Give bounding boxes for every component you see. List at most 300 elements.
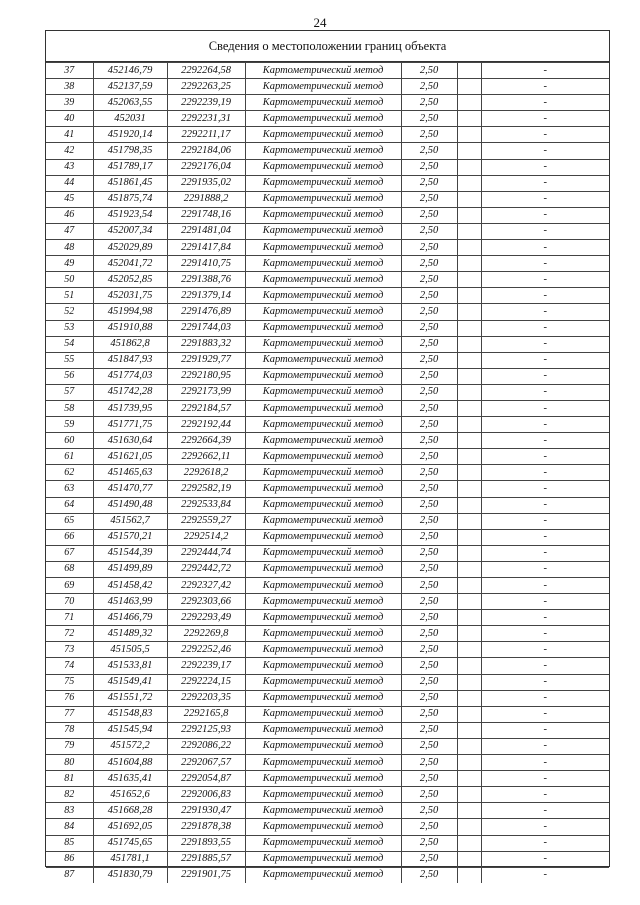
empty-cell xyxy=(457,755,481,771)
method-cell: Картометрический метод xyxy=(245,240,401,256)
y-coordinate-cell: 2291744,03 xyxy=(167,320,245,336)
point-number-cell: 51 xyxy=(46,288,93,304)
point-number-cell: 53 xyxy=(46,320,93,336)
point-number-cell: 52 xyxy=(46,304,93,320)
accuracy-cell: 2,50 xyxy=(401,256,457,272)
table-row xyxy=(46,658,609,674)
y-coordinate-cell: 2292303,66 xyxy=(167,594,245,610)
x-coordinate-cell: 451533,81 xyxy=(93,658,167,674)
x-coordinate-cell: 451621,05 xyxy=(93,449,167,465)
point-number-cell: 38 xyxy=(46,79,93,95)
table-row xyxy=(46,272,609,288)
x-coordinate-cell: 451862,8 xyxy=(93,336,167,352)
method-cell: Картометрический метод xyxy=(245,175,401,191)
table-row xyxy=(46,706,609,722)
point-number-cell: 65 xyxy=(46,513,93,529)
y-coordinate-cell: 2291885,57 xyxy=(167,851,245,867)
point-number-cell: 74 xyxy=(46,658,93,674)
description-cell: - xyxy=(481,819,609,835)
y-coordinate-cell: 2292252,46 xyxy=(167,642,245,658)
description-cell: - xyxy=(481,288,609,304)
empty-cell xyxy=(457,143,481,159)
method-cell: Картометрический метод xyxy=(245,706,401,722)
empty-cell xyxy=(457,529,481,545)
accuracy-cell: 2,50 xyxy=(401,578,457,594)
method-cell: Картометрический метод xyxy=(245,368,401,384)
empty-cell xyxy=(457,384,481,400)
method-cell: Картометрический метод xyxy=(245,642,401,658)
description-cell: - xyxy=(481,787,609,803)
table-row xyxy=(46,787,609,803)
empty-cell xyxy=(457,835,481,851)
empty-cell xyxy=(457,63,481,79)
table-row xyxy=(46,545,609,561)
x-coordinate-cell: 451652,6 xyxy=(93,787,167,803)
table-row xyxy=(46,513,609,529)
table-row xyxy=(46,256,609,272)
accuracy-cell: 2,50 xyxy=(401,320,457,336)
method-cell: Картометрический метод xyxy=(245,787,401,803)
accuracy-cell: 2,50 xyxy=(401,79,457,95)
y-coordinate-cell: 2292239,19 xyxy=(167,95,245,111)
empty-cell xyxy=(457,690,481,706)
empty-cell xyxy=(457,207,481,223)
empty-cell xyxy=(457,561,481,577)
x-coordinate-cell: 451798,35 xyxy=(93,143,167,159)
method-cell: Картометрический метод xyxy=(245,851,401,867)
x-coordinate-cell: 452029,89 xyxy=(93,240,167,256)
accuracy-cell: 2,50 xyxy=(401,722,457,738)
point-number-cell: 77 xyxy=(46,706,93,722)
method-cell: Картометрический метод xyxy=(245,722,401,738)
accuracy-cell: 2,50 xyxy=(401,738,457,754)
accuracy-cell: 2,50 xyxy=(401,561,457,577)
y-coordinate-cell: 2292514,2 xyxy=(167,529,245,545)
method-cell: Картометрический метод xyxy=(245,674,401,690)
method-cell: Картометрический метод xyxy=(245,465,401,481)
coordinates-table xyxy=(46,62,609,883)
description-cell: - xyxy=(481,465,609,481)
y-coordinate-cell: 2292269,8 xyxy=(167,626,245,642)
accuracy-cell: 2,50 xyxy=(401,352,457,368)
x-coordinate-cell: 451774,03 xyxy=(93,368,167,384)
method-cell: Картометрический метод xyxy=(245,336,401,352)
point-number-cell: 37 xyxy=(46,63,93,79)
y-coordinate-cell: 2292263,25 xyxy=(167,79,245,95)
y-coordinate-cell: 2291930,47 xyxy=(167,803,245,819)
empty-cell xyxy=(457,256,481,272)
point-number-cell: 79 xyxy=(46,738,93,754)
point-number-cell: 55 xyxy=(46,352,93,368)
accuracy-cell: 2,50 xyxy=(401,706,457,722)
method-cell: Картометрический метод xyxy=(245,256,401,272)
description-cell: - xyxy=(481,529,609,545)
accuracy-cell: 2,50 xyxy=(401,159,457,175)
description-cell: - xyxy=(481,803,609,819)
empty-cell xyxy=(457,223,481,239)
point-number-cell: 49 xyxy=(46,256,93,272)
table-row xyxy=(46,851,609,867)
method-cell: Картометрический метод xyxy=(245,159,401,175)
empty-cell xyxy=(457,497,481,513)
table-row xyxy=(46,771,609,787)
point-number-cell: 41 xyxy=(46,127,93,143)
x-coordinate-cell: 451739,95 xyxy=(93,400,167,416)
x-coordinate-cell: 451545,94 xyxy=(93,722,167,738)
accuracy-cell: 2,50 xyxy=(401,529,457,545)
accuracy-cell: 2,50 xyxy=(401,690,457,706)
y-coordinate-cell: 2292067,57 xyxy=(167,755,245,771)
method-cell: Картометрический метод xyxy=(245,738,401,754)
description-cell: - xyxy=(481,127,609,143)
empty-cell xyxy=(457,545,481,561)
description-cell: - xyxy=(481,594,609,610)
method-cell: Картометрический метод xyxy=(245,272,401,288)
description-cell: - xyxy=(481,417,609,433)
y-coordinate-cell: 2292054,87 xyxy=(167,771,245,787)
method-cell: Картометрический метод xyxy=(245,79,401,95)
method-cell: Картометрический метод xyxy=(245,223,401,239)
description-cell: - xyxy=(481,561,609,577)
accuracy-cell: 2,50 xyxy=(401,336,457,352)
y-coordinate-cell: 2291388,76 xyxy=(167,272,245,288)
description-cell: - xyxy=(481,256,609,272)
empty-cell xyxy=(457,738,481,754)
accuracy-cell: 2,50 xyxy=(401,819,457,835)
description-cell: - xyxy=(481,497,609,513)
empty-cell xyxy=(457,706,481,722)
point-number-cell: 59 xyxy=(46,417,93,433)
x-coordinate-cell: 451551,72 xyxy=(93,690,167,706)
table-row xyxy=(46,433,609,449)
table-row xyxy=(46,417,609,433)
point-number-cell: 72 xyxy=(46,626,93,642)
table-row xyxy=(46,223,609,239)
y-coordinate-cell: 2292176,04 xyxy=(167,159,245,175)
page-number: 24 xyxy=(313,15,327,30)
boundary-info-frame xyxy=(45,30,610,881)
method-cell: Картометрический метод xyxy=(245,433,401,449)
point-number-cell: 39 xyxy=(46,95,93,111)
accuracy-cell: 2,50 xyxy=(401,191,457,207)
accuracy-cell: 2,50 xyxy=(401,400,457,416)
accuracy-cell: 2,50 xyxy=(401,545,457,561)
point-number-cell: 58 xyxy=(46,400,93,416)
y-coordinate-cell: 2291417,84 xyxy=(167,240,245,256)
x-coordinate-cell: 451463,99 xyxy=(93,594,167,610)
x-coordinate-cell: 451549,41 xyxy=(93,674,167,690)
table-row xyxy=(46,867,609,883)
table-row xyxy=(46,755,609,771)
y-coordinate-cell: 2292086,22 xyxy=(167,738,245,754)
description-cell: - xyxy=(481,433,609,449)
empty-cell xyxy=(457,771,481,787)
x-coordinate-cell: 451923,54 xyxy=(93,207,167,223)
x-coordinate-cell: 452137,59 xyxy=(93,79,167,95)
description-cell: - xyxy=(481,738,609,754)
point-number-cell: 78 xyxy=(46,722,93,738)
table-row xyxy=(46,336,609,352)
empty-cell xyxy=(457,610,481,626)
method-cell: Картометрический метод xyxy=(245,867,401,883)
method-cell: Картометрический метод xyxy=(245,626,401,642)
method-cell: Картометрический метод xyxy=(245,320,401,336)
point-number-cell: 48 xyxy=(46,240,93,256)
accuracy-cell: 2,50 xyxy=(401,755,457,771)
table-row xyxy=(46,722,609,738)
x-coordinate-cell: 451465,63 xyxy=(93,465,167,481)
point-number-cell: 40 xyxy=(46,111,93,127)
description-cell: - xyxy=(481,336,609,352)
x-coordinate-cell: 451830,79 xyxy=(93,867,167,883)
table-row xyxy=(46,304,609,320)
empty-cell xyxy=(457,449,481,465)
empty-cell xyxy=(457,191,481,207)
description-cell: - xyxy=(481,79,609,95)
description-cell: - xyxy=(481,578,609,594)
accuracy-cell: 2,50 xyxy=(401,867,457,883)
table-row xyxy=(46,127,609,143)
description-cell: - xyxy=(481,368,609,384)
description-cell: - xyxy=(481,674,609,690)
point-number-cell: 73 xyxy=(46,642,93,658)
table-row xyxy=(46,400,609,416)
x-coordinate-cell: 451771,75 xyxy=(93,417,167,433)
x-coordinate-cell: 451548,83 xyxy=(93,706,167,722)
description-cell: - xyxy=(481,545,609,561)
y-coordinate-cell: 2291379,14 xyxy=(167,288,245,304)
empty-cell xyxy=(457,127,481,143)
accuracy-cell: 2,50 xyxy=(401,594,457,610)
table-row xyxy=(46,320,609,336)
table-row xyxy=(46,674,609,690)
x-coordinate-cell: 451789,17 xyxy=(93,159,167,175)
point-number-cell: 80 xyxy=(46,755,93,771)
table-row xyxy=(46,594,609,610)
empty-cell xyxy=(457,288,481,304)
point-number-cell: 47 xyxy=(46,223,93,239)
x-coordinate-cell: 451489,32 xyxy=(93,626,167,642)
y-coordinate-cell: 2292173,99 xyxy=(167,384,245,400)
method-cell: Картометрический метод xyxy=(245,803,401,819)
x-coordinate-cell: 451470,77 xyxy=(93,481,167,497)
empty-cell xyxy=(457,272,481,288)
description-cell: - xyxy=(481,143,609,159)
point-number-cell: 81 xyxy=(46,771,93,787)
empty-cell xyxy=(457,240,481,256)
y-coordinate-cell: 2292293,49 xyxy=(167,610,245,626)
method-cell: Картометрический метод xyxy=(245,578,401,594)
empty-cell xyxy=(457,787,481,803)
method-cell: Картометрический метод xyxy=(245,191,401,207)
point-number-cell: 57 xyxy=(46,384,93,400)
point-number-cell: 56 xyxy=(46,368,93,384)
empty-cell xyxy=(457,867,481,883)
method-cell: Картометрический метод xyxy=(245,819,401,835)
point-number-cell: 75 xyxy=(46,674,93,690)
description-cell: - xyxy=(481,626,609,642)
table-row xyxy=(46,578,609,594)
y-coordinate-cell: 2292192,44 xyxy=(167,417,245,433)
y-coordinate-cell: 2292184,57 xyxy=(167,400,245,416)
x-coordinate-cell: 451466,79 xyxy=(93,610,167,626)
x-coordinate-cell: 452031,75 xyxy=(93,288,167,304)
table-row xyxy=(46,497,609,513)
y-coordinate-cell: 2292165,8 xyxy=(167,706,245,722)
empty-cell xyxy=(457,513,481,529)
table-row xyxy=(46,626,609,642)
accuracy-cell: 2,50 xyxy=(401,127,457,143)
y-coordinate-cell: 2292239,17 xyxy=(167,658,245,674)
accuracy-cell: 2,50 xyxy=(401,481,457,497)
y-coordinate-cell: 2292203,35 xyxy=(167,690,245,706)
empty-cell xyxy=(457,95,481,111)
y-coordinate-cell: 2291935,02 xyxy=(167,175,245,191)
point-number-cell: 76 xyxy=(46,690,93,706)
point-number-cell: 61 xyxy=(46,449,93,465)
empty-cell xyxy=(457,658,481,674)
accuracy-cell: 2,50 xyxy=(401,626,457,642)
y-coordinate-cell: 2291481,04 xyxy=(167,223,245,239)
point-number-cell: 50 xyxy=(46,272,93,288)
point-number-cell: 82 xyxy=(46,787,93,803)
description-cell: - xyxy=(481,320,609,336)
x-coordinate-cell: 452052,85 xyxy=(93,272,167,288)
accuracy-cell: 2,50 xyxy=(401,304,457,320)
empty-cell xyxy=(457,159,481,175)
method-cell: Картометрический метод xyxy=(245,95,401,111)
x-coordinate-cell: 451544,39 xyxy=(93,545,167,561)
x-coordinate-cell: 452041,72 xyxy=(93,256,167,272)
y-coordinate-cell: 2292211,17 xyxy=(167,127,245,143)
empty-cell xyxy=(457,304,481,320)
point-number-cell: 63 xyxy=(46,481,93,497)
table-title: Сведения о местоположении границ объекта xyxy=(46,31,609,62)
empty-cell xyxy=(457,578,481,594)
x-coordinate-cell: 451875,74 xyxy=(93,191,167,207)
y-coordinate-cell: 2291929,77 xyxy=(167,352,245,368)
method-cell: Картометрический метод xyxy=(245,658,401,674)
y-coordinate-cell: 2292006,83 xyxy=(167,787,245,803)
table-row xyxy=(46,368,609,384)
y-coordinate-cell: 2292664,39 xyxy=(167,433,245,449)
point-number-cell: 54 xyxy=(46,336,93,352)
description-cell: - xyxy=(481,722,609,738)
x-coordinate-cell: 451847,93 xyxy=(93,352,167,368)
point-number-cell: 83 xyxy=(46,803,93,819)
empty-cell xyxy=(457,851,481,867)
y-coordinate-cell: 2292662,11 xyxy=(167,449,245,465)
description-cell: - xyxy=(481,272,609,288)
method-cell: Картометрический метод xyxy=(245,835,401,851)
table-row xyxy=(46,63,609,79)
y-coordinate-cell: 2292618,2 xyxy=(167,465,245,481)
accuracy-cell: 2,50 xyxy=(401,207,457,223)
description-cell: - xyxy=(481,304,609,320)
description-cell: - xyxy=(481,771,609,787)
description-cell: - xyxy=(481,63,609,79)
x-coordinate-cell: 451745,65 xyxy=(93,835,167,851)
empty-cell xyxy=(457,642,481,658)
y-coordinate-cell: 2292444,74 xyxy=(167,545,245,561)
x-coordinate-cell: 452063,55 xyxy=(93,95,167,111)
description-cell: - xyxy=(481,851,609,867)
x-coordinate-cell: 452007,34 xyxy=(93,223,167,239)
table-row xyxy=(46,481,609,497)
table-row xyxy=(46,79,609,95)
accuracy-cell: 2,50 xyxy=(401,368,457,384)
x-coordinate-cell: 451861,45 xyxy=(93,175,167,191)
accuracy-cell: 2,50 xyxy=(401,851,457,867)
table-row xyxy=(46,690,609,706)
x-coordinate-cell: 451572,2 xyxy=(93,738,167,754)
table-row xyxy=(46,288,609,304)
accuracy-cell: 2,50 xyxy=(401,513,457,529)
y-coordinate-cell: 2291883,32 xyxy=(167,336,245,352)
y-coordinate-cell: 2292264,58 xyxy=(167,63,245,79)
x-coordinate-cell: 451499,89 xyxy=(93,561,167,577)
point-number-cell: 45 xyxy=(46,191,93,207)
table-row xyxy=(46,561,609,577)
description-cell: - xyxy=(481,207,609,223)
point-number-cell: 66 xyxy=(46,529,93,545)
accuracy-cell: 2,50 xyxy=(401,674,457,690)
description-cell: - xyxy=(481,384,609,400)
point-number-cell: 70 xyxy=(46,594,93,610)
accuracy-cell: 2,50 xyxy=(401,610,457,626)
point-number-cell: 85 xyxy=(46,835,93,851)
description-cell: - xyxy=(481,95,609,111)
y-coordinate-cell: 2291878,38 xyxy=(167,819,245,835)
empty-cell xyxy=(457,400,481,416)
empty-cell xyxy=(457,819,481,835)
x-coordinate-cell: 451630,64 xyxy=(93,433,167,449)
description-cell: - xyxy=(481,610,609,626)
x-coordinate-cell: 451692,05 xyxy=(93,819,167,835)
description-cell: - xyxy=(481,481,609,497)
x-coordinate-cell: 451635,41 xyxy=(93,771,167,787)
x-coordinate-cell: 451781,1 xyxy=(93,851,167,867)
accuracy-cell: 2,50 xyxy=(401,658,457,674)
empty-cell xyxy=(457,465,481,481)
method-cell: Картометрический метод xyxy=(245,594,401,610)
empty-cell xyxy=(457,336,481,352)
accuracy-cell: 2,50 xyxy=(401,63,457,79)
table-row xyxy=(46,449,609,465)
y-coordinate-cell: 2292533,84 xyxy=(167,497,245,513)
method-cell: Картометрический метод xyxy=(245,545,401,561)
table-row xyxy=(46,819,609,835)
point-number-cell: 64 xyxy=(46,497,93,513)
x-coordinate-cell: 451570,21 xyxy=(93,529,167,545)
description-cell: - xyxy=(481,111,609,127)
x-coordinate-cell: 452031 xyxy=(93,111,167,127)
table-row xyxy=(46,738,609,754)
accuracy-cell: 2,50 xyxy=(401,143,457,159)
empty-cell xyxy=(457,111,481,127)
empty-cell xyxy=(457,803,481,819)
method-cell: Картометрический метод xyxy=(245,384,401,400)
table-row xyxy=(46,642,609,658)
point-number-cell: 62 xyxy=(46,465,93,481)
empty-cell xyxy=(457,722,481,738)
y-coordinate-cell: 2291893,55 xyxy=(167,835,245,851)
y-coordinate-cell: 2291748,16 xyxy=(167,207,245,223)
method-cell: Картометрический метод xyxy=(245,529,401,545)
x-coordinate-cell: 451920,14 xyxy=(93,127,167,143)
method-cell: Картометрический метод xyxy=(245,481,401,497)
x-coordinate-cell: 451668,28 xyxy=(93,803,167,819)
